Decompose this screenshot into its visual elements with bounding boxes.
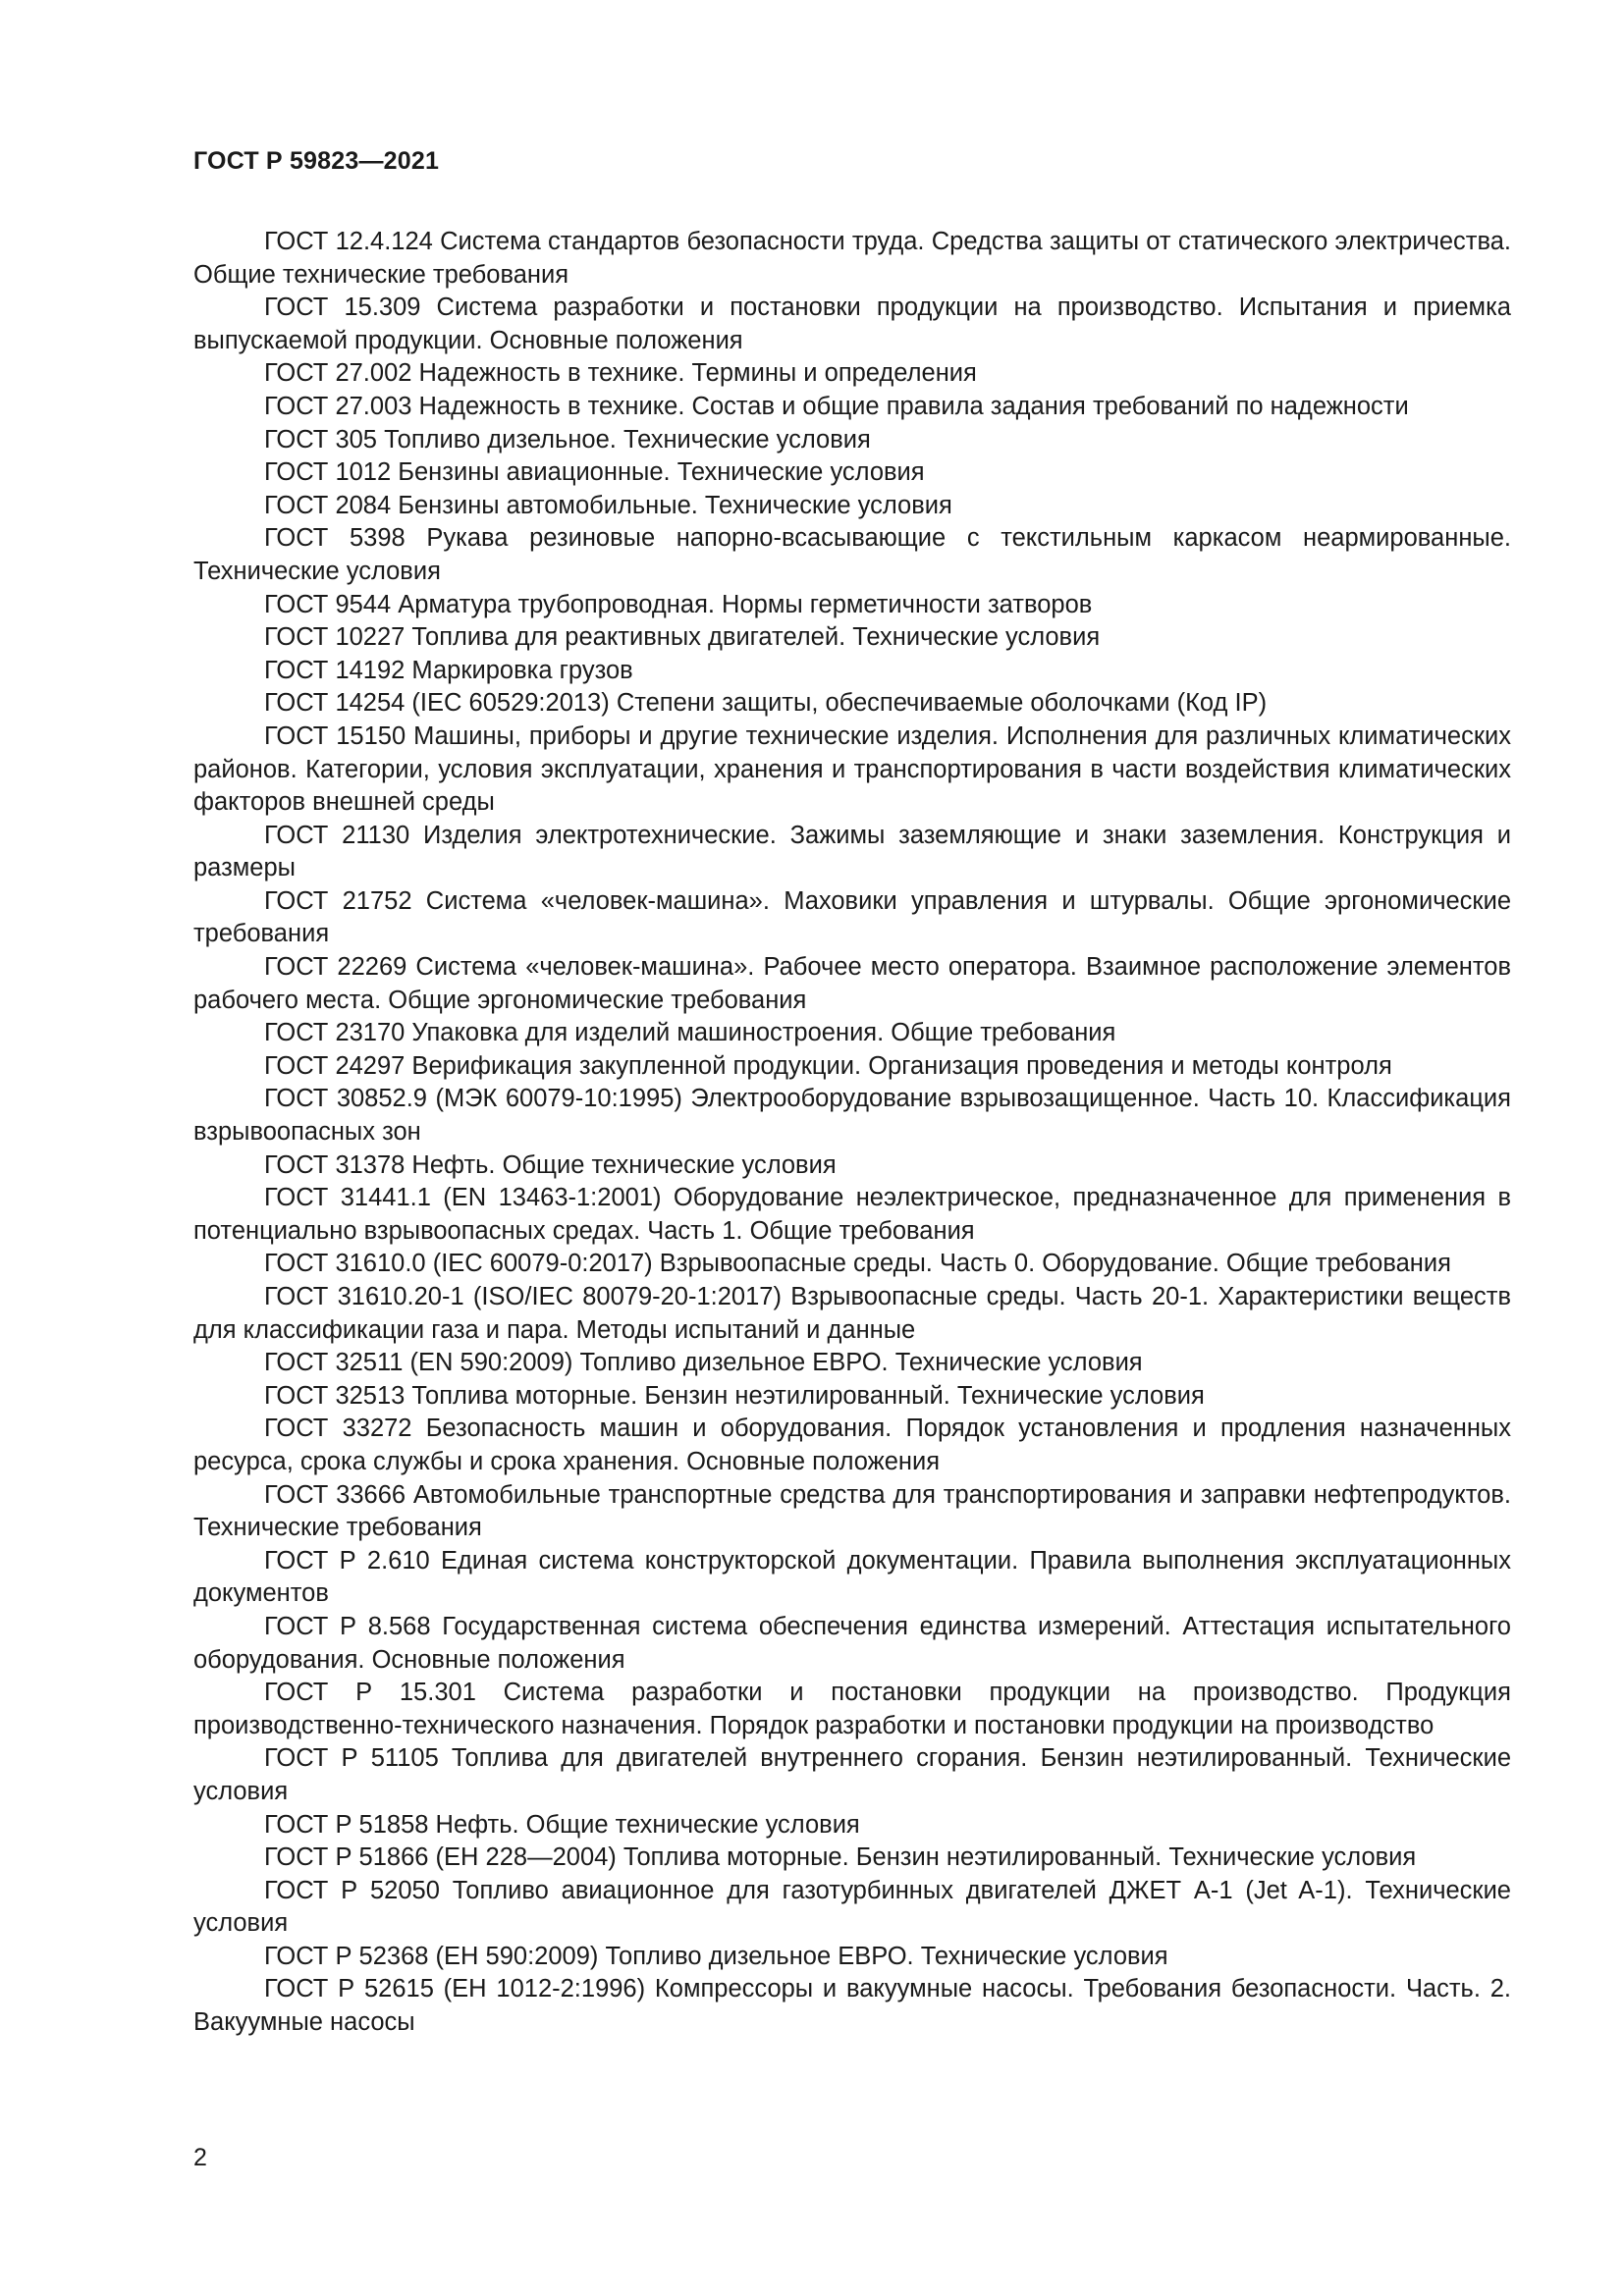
reference-item: ГОСТ 305 Топливо дизельное. Технические условия <box>264 425 871 454</box>
reference-item: ГОСТ 14192 Маркировка грузов <box>264 656 633 684</box>
normative-references-list <box>193 226 1511 2040</box>
reference-item: ГОСТ 30852.9 (МЭК 60079-10:1995) Электрооборудование взрывозащищенное. Часть 10. Классификация взрывоопасных зон <box>193 1085 1511 1147</box>
reference-item: ГОСТ 24297 Верификация закупленной продукции. Организация проведения и методы контроля <box>264 1051 1392 1080</box>
reference-item: ГОСТ Р 52368 (ЕН 590:2009) Топливо дизельное ЕВРО. Технические условия <box>264 1942 1168 1970</box>
reference-item: ГОСТ Р 2.610 Единая система конструкторской документации. Правила выполнения эксплуатационных документов <box>193 1546 1511 1608</box>
reference-item: ГОСТ 32513 Топлива моторные. Бензин неэтилированный. Технические условия <box>264 1381 1205 1410</box>
reference-item: ГОСТ Р 51858 Нефть. Общие технические условия <box>264 1810 860 1839</box>
reference-item: ГОСТ 21130 Изделия электротехнические. Зажимы заземляющие и знаки заземления. Конструкция и размеры <box>193 821 1511 882</box>
reference-item: ГОСТ Р 51105 Топлива для двигателей внутреннего сгорания. Бензин неэтилированный. Технические условия <box>193 1744 1511 1805</box>
reference-item: ГОСТ 15.309 Система разработки и постановки продукции на производство. Испытания и приемка выпускаемой продукции. Основные положения <box>193 294 1511 354</box>
reference-item: ГОСТ Р 8.568 Государственная система обеспечения единства измерений. Аттестация испытательного оборудования. Основные положения <box>193 1612 1511 1674</box>
reference-item: ГОСТ 15150 Машины, приборы и другие технические изделия. Исполнения для различных климатических районов. Категории, условия эксплуатации, хранения и транспортирования в части воздействия климатических факторов внешней среды <box>193 721 1511 817</box>
reference-item: ГОСТ 32511 (EN 590:2009) Топливо дизельное ЕВРО. Технические условия <box>264 1349 1143 1377</box>
reference-item: ГОСТ 33666 Автомобильные транспортные средства для транспортирования и заправки нефтепродуктов. Технические требования <box>193 1480 1511 1542</box>
reference-item: ГОСТ 31610.20-1 (ISO/IEC 80079-20-1:2017) Взрывоопасные среды. Часть 20-1. Характеристики веществ для классификации газа и пара. Методы испытаний и данные <box>193 1283 1511 1344</box>
reference-item: ГОСТ 9544 Арматура трубопроводная. Нормы герметичности затворов <box>264 590 1093 618</box>
reference-item: ГОСТ Р 15.301 Система разработки и постановки продукции на производство. Продукция производственно-технического назначения. Порядок разработки и постановки продукции на производство <box>193 1679 1511 1739</box>
reference-item: ГОСТ 10227 Топлива для реактивных двигателей. Технические условия <box>264 623 1101 652</box>
reference-item: ГОСТ 5398 Рукава резиновые напорно-всасывающие с текстильным каркасом неармированные. Технические условия <box>193 524 1511 585</box>
document-header: ГОСТ Р 59823—2021 <box>193 147 440 175</box>
page-number: 2 <box>193 2144 207 2171</box>
reference-item: ГОСТ 31441.1 (EN 13463-1:2001) Оборудование неэлектрическое, предназначенное для применения в потенциально взрывоопасных средах. Часть 1. Общие требования <box>193 1184 1511 1245</box>
reference-item: ГОСТ Р 52050 Топливо авиационное для газотурбинных двигателей ДЖЕТ А-1 (Jet A-1). Технические условия <box>193 1876 1511 1938</box>
reference-item: ГОСТ 21752 Система «человек-машина». Маховики управления и штурвалы. Общие эргономические требования <box>193 886 1511 948</box>
reference-item: ГОСТ 22269 Система «человек-машина». Рабочее место оператора. Взаимное расположение элементов рабочего места. Общие эргономические требования <box>193 953 1511 1014</box>
reference-item: ГОСТ 31378 Нефть. Общие технические условия <box>264 1150 837 1179</box>
reference-item: ГОСТ 1012 Бензины авиационные. Технические условия <box>264 458 925 487</box>
reference-item: ГОСТ Р 51866 (ЕН 228—2004) Топлива моторные. Бензин неэтилированный. Технические условия <box>264 1843 1417 1872</box>
reference-item: ГОСТ 27.002 Надежность в технике. Термины и определения <box>264 359 977 388</box>
reference-item: ГОСТ 33272 Безопасность машин и оборудования. Порядок установления и продления назначенных ресурса, срока службы и срока хранения. Основные положения <box>193 1415 1511 1475</box>
reference-item: ГОСТ 31610.0 (IEC 60079-0:2017) Взрывоопасные среды. Часть 0. Оборудование. Общие требования <box>264 1250 1451 1278</box>
reference-item: ГОСТ 27.003 Надежность в технике. Состав и общие правила задания требований по надежности <box>264 392 1409 420</box>
reference-item: ГОСТ 23170 Упаковка для изделий машиностроения. Общие требования <box>264 1019 1116 1047</box>
reference-item: ГОСТ 12.4.124 Система стандартов безопасности труда. Средства защиты от статического электричества. Общие технические требования <box>193 228 1511 289</box>
reference-item: ГОСТ 14254 (IEC 60529:2013) Степени защиты, обеспечиваемые оболочками (Код IP) <box>264 689 1268 718</box>
reference-item: ГОСТ Р 52615 (ЕН 1012-2:1996) Компрессоры и вакуумные насосы. Требования безопасности. Часть. 2. Вакуумные насосы <box>193 1975 1511 2037</box>
reference-item: ГОСТ 2084 Бензины автомобильные. Технические условия <box>264 491 952 519</box>
